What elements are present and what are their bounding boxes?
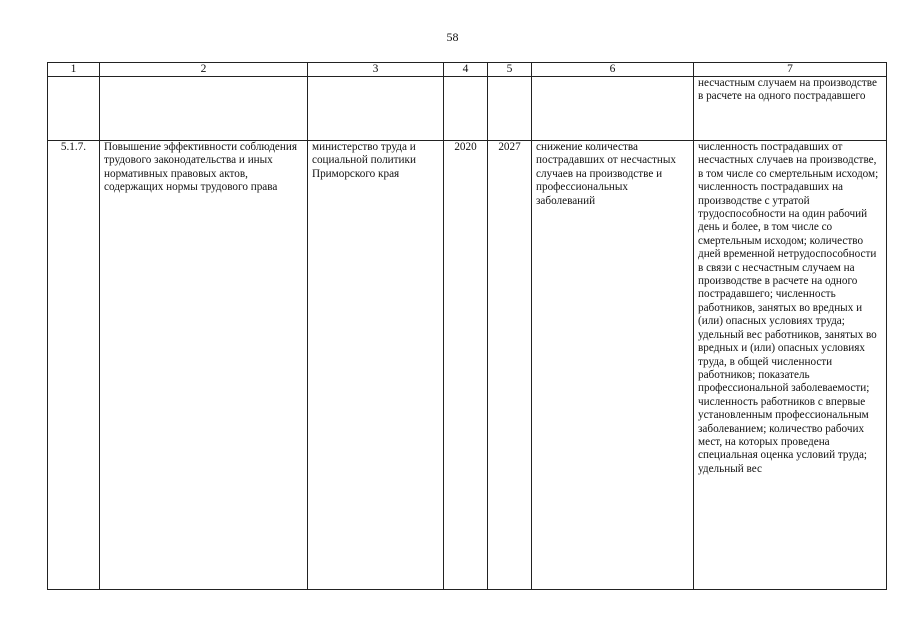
table-row-continuation <box>48 77 887 141</box>
cell-empty <box>488 77 532 141</box>
column-header-6: 6 <box>532 63 694 77</box>
cell-year-start: 2020 <box>444 141 488 590</box>
cell-year-end: 2027 <box>488 141 532 590</box>
cell-indicators-continued: несчастным случаем на производстве в расчете на одного пострадавшего <box>694 77 887 141</box>
column-header-3: 3 <box>308 63 444 77</box>
column-header-4: 4 <box>444 63 488 77</box>
column-header-2: 2 <box>100 63 308 77</box>
cell-executor: министерство труда и социальной политики Приморского края <box>308 141 444 590</box>
column-header-5: 5 <box>488 63 532 77</box>
cell-empty <box>100 77 308 141</box>
cell-result: снижение количества пострадавших от несчастных случаев на производстве и профессиональных заболеваний <box>532 141 694 590</box>
cell-empty <box>48 77 100 141</box>
header-row <box>48 63 887 77</box>
column-header-7: 7 <box>694 63 887 77</box>
column-header-1: 1 <box>48 63 100 77</box>
cell-empty <box>308 77 444 141</box>
document-table <box>47 62 887 590</box>
cell-empty <box>444 77 488 141</box>
page-number: 58 <box>446 30 459 44</box>
cell-indicators: численность пострадавших от несчастных случаев на производстве, в том числе со смертельным исходом; численность пострадавших на производстве с утратой трудоспособности на один рабочий день и более, в том числе со смертельным исходом; количество дней временной нетрудоспособности в связи с несчастным случаем на производстве в расчете на одного пострадавшего; численность работников, занятых во вредных и (или) опасных условиях труда; удельный вес работников, занятых во вредных и (или) опасных условиях труда, в общей численности работников; показатель профессиональной заболеваемости; численность работников с впервые установленным профессиональным заболеванием; количество рабочих мест, на которых проведена специальная оценка условий труда; удельный вес <box>694 141 887 590</box>
cell-measure: Повышение эффективности соблюдения трудового законодательства и иных нормативных правовых актов, содержащих нормы трудового права <box>100 141 308 590</box>
cell-empty <box>532 77 694 141</box>
table-row <box>48 141 887 590</box>
cell-code: 5.1.7. <box>48 141 100 590</box>
